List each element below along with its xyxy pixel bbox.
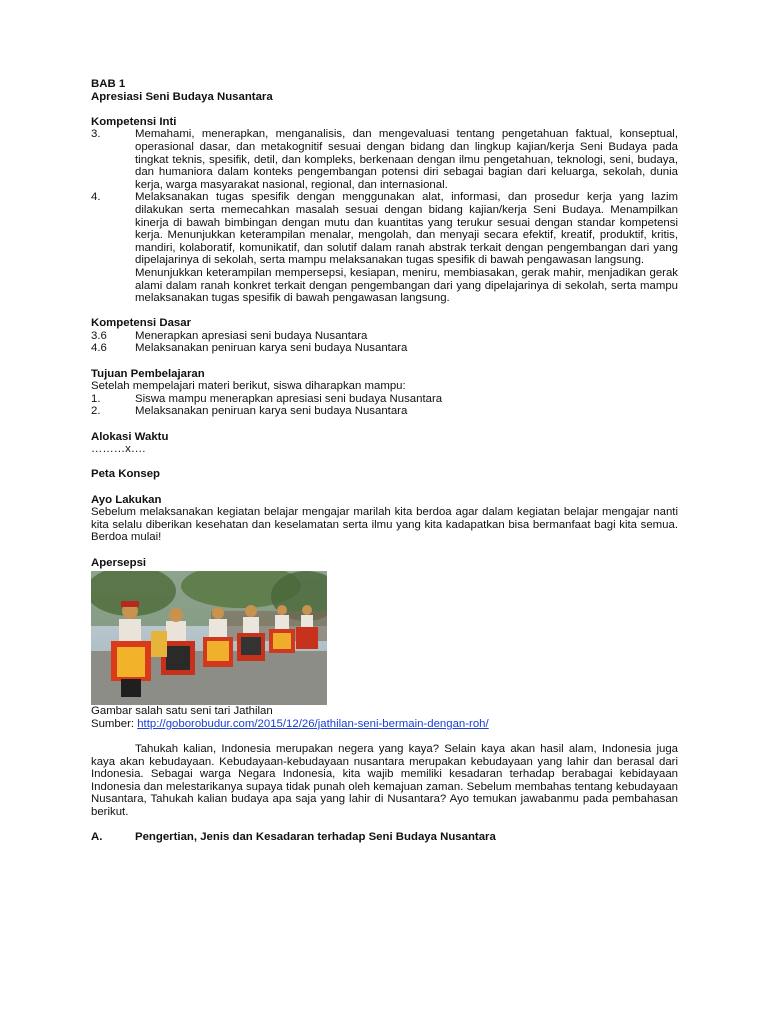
photo-caption: Gambar salah satu seni tari Jathilan	[91, 705, 273, 718]
source-label: Sumber:	[91, 717, 138, 730]
jathilan-dance-photo	[91, 571, 327, 705]
tp-item-text: Siswa mampu menerapkan apresiasi seni budaya Nusantara	[135, 392, 443, 405]
chapter-title: Apresiasi Seni Budaya Nusantara	[91, 90, 273, 103]
chapter-number: BAB 1	[91, 78, 126, 90]
kd-item	[91, 342, 678, 355]
tp-item-number: 1.	[91, 392, 101, 405]
photo-source	[91, 718, 678, 731]
ki-item-number: 4.	[91, 191, 101, 204]
al-text: Sebelum melaksanakan kegiatan belajar mengajar marilah kita berdoa agar dalam kegiatan belajar mengajar nanti kita selalu diberikan kesehatan dan keselamatan serta ilmu yang kita kadapatkan bisa bermanfaat bagi kita semua. Berdoa mulai!	[91, 506, 678, 544]
ki-item-text: Memahami, menerapkan, menganalisis, dan mengevaluasi tentang pengetahuan faktual, konseptual, operasional dasar, dan metakognitif sesuai dengan bidang dan lingkup kajian/kerja Seni Budaya pada tingkat teknis, spesifik, detil, dan kompleks, berkenaan dengan ilmu pengetahuan, teknologi, seni, budaya, dan humaniora dalam konteks pengembangan potensi diri sebagai bagian dari keluarga, sekolah, dunia kerja, warga masyarakat nasional, regional, dan internasional.	[135, 128, 678, 191]
tp-item	[91, 393, 678, 406]
pk-heading: Peta Konsep	[91, 468, 160, 481]
ki-item-text-block	[135, 191, 678, 304]
ki-item	[91, 191, 678, 304]
section-a-number: A.	[91, 831, 103, 844]
kd-heading: Kompetensi Dasar	[91, 317, 192, 330]
ki-item	[91, 128, 678, 191]
tp-intro: Setelah mempelajari materi berikut, siswa diharapkan mampu:	[91, 380, 406, 393]
document-content	[91, 78, 678, 844]
kd-item-text: Melaksanakan peniruan karya seni budaya Nusantara	[135, 342, 408, 355]
tp-heading: Tujuan Pembelajaran	[91, 367, 205, 380]
tp-item-text: Melaksanakan peniruan karya seni budaya Nusantara	[135, 405, 408, 418]
section-a-heading	[91, 831, 678, 844]
aw-value: ………x….	[91, 443, 146, 456]
kd-item	[91, 330, 678, 343]
kd-item-number: 3.6	[91, 329, 107, 342]
body-paragraph: Tahukah kalian, Indonesia merupakan negera yang kaya? Selain kaya akan hasil alam, Indonesia juga kaya akan kebudayaan. Kebudayaan-kebudayaan nusantara merupakan kebudayaan yang lahir dan berasal dari Indonesia. Sebagai warga Negara Indonesia, kita wajib memiliki kesadaran terhadap berabagai kebidayaan Indonesia dan melestarikanya supaya tidak punah oleh kemajuan zaman. Sebelum membahas tentang kebudayaan Nusantara, Tahukah kalian budaya apa saja yang lahir di Nusantara? Ayo temukan jawabanmu pada pembahasan berikut.	[91, 742, 678, 818]
ki-heading: Kompetensi Inti	[91, 115, 177, 128]
tp-item	[91, 405, 678, 418]
section-a-title: Pengertian, Jenis dan Kesadaran terhadap Seni Budaya Nusantara	[135, 831, 496, 844]
kd-item-number: 4.6	[91, 342, 107, 355]
ki-item-paragraph: Menunjukkan keterampilan mempersepsi, kesiapan, meniru, membiasakan, gerak mahir, menjadikan gerak alami dalam ranah konkret terkait dengan pengembangan dari yang dipelajarinya di sekolah, serta mampu melaksanakan tugas spesifik di bawah pengawasan langsung.	[135, 266, 678, 305]
source-link[interactable]: http://goborobudur.com/2015/12/26/jathilan-seni-bermain-dengan-roh/	[137, 717, 489, 730]
tp-item-number: 2.	[91, 405, 101, 418]
ki-item-number: 3.	[91, 128, 101, 141]
kd-item-text: Menerapkan apresiasi seni budaya Nusantara	[135, 329, 368, 342]
aw-heading: Alokasi Waktu	[91, 430, 169, 443]
al-heading: Ayo Lakukan	[91, 493, 162, 506]
ap-heading: Apersepsi	[91, 556, 147, 569]
ki-item-paragraph: Melaksanakan tugas spesifik dengan menggunakan alat, informasi, dan prosedur kerja yang lazim dilakukan serta memecahkan masalah sesuai dengan bidang kajian/kerja Seni Budaya. Menampilkan kinerja di bawah bimbingan dengan mutu dan kuantitas yang terukur sesuai dengan standar kompetensi kerja. Menunjukkan keterampilan menalar, mengolah, dan menyaji secara efektif, kreatif, produktif, kritis, mandiri, kolaboratif, komunikatif, dan solutif dalam ranah abstrak terkait dengan pengembangan dari yang dipelajarinya di sekolah, serta mampu melaksanakan tugas spesifik di bawah pengawasan langsung.	[135, 191, 678, 267]
